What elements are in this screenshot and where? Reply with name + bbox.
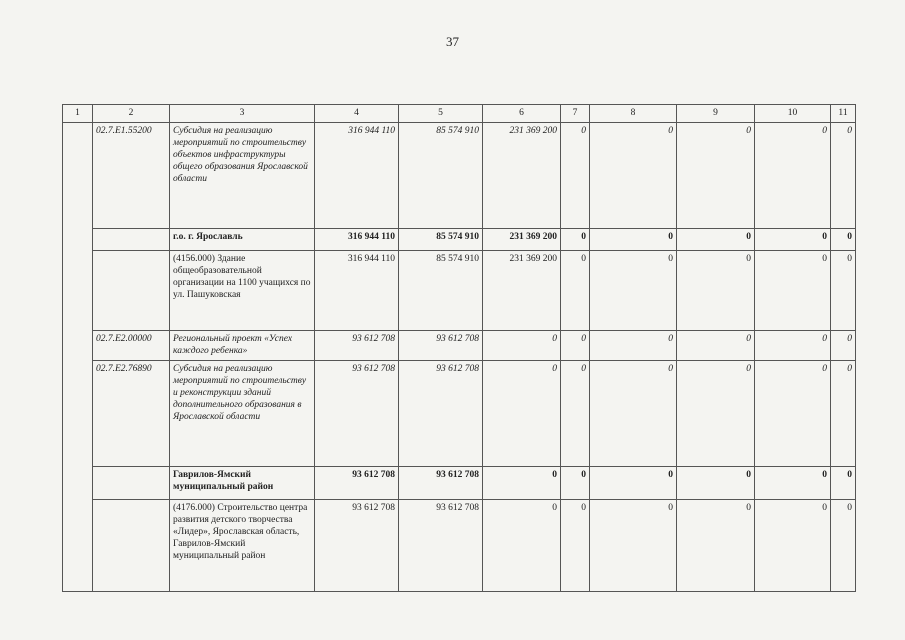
name-cell: (4176.000) Строительство центра развития детского творчества «Лидер», Ярославская область, Гаврилов-Ямский муниципальный район — [170, 500, 315, 592]
name-cell: Гаврилов-Ямский муниципальный район — [170, 467, 315, 500]
code-cell: 02.7.E2.76890 — [93, 361, 170, 467]
value-cell: 0 — [677, 123, 755, 229]
table-row — [63, 467, 856, 500]
header-cell: 9 — [677, 105, 755, 123]
value-cell: 93 612 708 — [399, 467, 483, 500]
code-cell: 02.7.E1.55200 — [93, 123, 170, 229]
value-cell: 0 — [677, 500, 755, 592]
code-cell — [93, 229, 170, 251]
value-cell: 85 574 910 — [399, 229, 483, 251]
page-number: 37 — [446, 34, 459, 49]
value-cell: 0 — [755, 361, 831, 467]
value-cell: 0 — [677, 361, 755, 467]
value-cell: 0 — [561, 467, 590, 500]
value-cell: 93 612 708 — [315, 361, 399, 467]
code-cell — [93, 500, 170, 592]
value-cell: 0 — [831, 251, 856, 331]
name-cell: (4156.000) Здание общеобразовательной организации на 1100 учащихся по ул. Пашуковская — [170, 251, 315, 331]
value-cell: 0 — [755, 123, 831, 229]
value-cell: 93 612 708 — [399, 361, 483, 467]
header-cell: 2 — [93, 105, 170, 123]
name-cell: Субсидия на реализацию мероприятий по строительству объектов инфраструктуры общего образования Ярославской области — [170, 123, 315, 229]
table-row — [63, 123, 856, 229]
table-row — [63, 229, 856, 251]
value-cell: 0 — [590, 331, 677, 361]
value-cell: 316 944 110 — [315, 229, 399, 251]
value-cell: 0 — [755, 331, 831, 361]
value-cell: 316 944 110 — [315, 251, 399, 331]
name-cell: Субсидия на реализацию мероприятий по строительству и реконструкции зданий дополнительного образования в Ярославской области — [170, 361, 315, 467]
value-cell: 93 612 708 — [399, 331, 483, 361]
value-cell: 0 — [561, 331, 590, 361]
table-row — [63, 361, 856, 467]
value-cell: 0 — [831, 331, 856, 361]
table-row — [63, 251, 856, 331]
value-cell: 0 — [483, 361, 561, 467]
header-cell: 1 — [63, 105, 93, 123]
value-cell: 0 — [590, 467, 677, 500]
table-row — [63, 331, 856, 361]
code-cell — [93, 467, 170, 500]
value-cell: 231 369 200 — [483, 251, 561, 331]
value-cell: 93 612 708 — [315, 467, 399, 500]
header-cell: 7 — [561, 105, 590, 123]
value-cell: 0 — [483, 331, 561, 361]
header-row — [63, 105, 856, 123]
value-cell: 0 — [755, 500, 831, 592]
value-cell: 0 — [561, 361, 590, 467]
value-cell: 0 — [590, 361, 677, 467]
value-cell: 0 — [677, 331, 755, 361]
name-cell: г.о. г. Ярославль — [170, 229, 315, 251]
value-cell: 0 — [831, 500, 856, 592]
header-cell: 8 — [590, 105, 677, 123]
value-cell: 0 — [831, 123, 856, 229]
value-cell: 0 — [561, 251, 590, 331]
header-cell: 10 — [755, 105, 831, 123]
value-cell: 0 — [561, 500, 590, 592]
header-cell: 3 — [170, 105, 315, 123]
header-cell: 6 — [483, 105, 561, 123]
value-cell: 93 612 708 — [315, 331, 399, 361]
budget-table — [62, 104, 856, 592]
name-cell: Региональный проект «Успех каждого ребенка» — [170, 331, 315, 361]
header-cell: 4 — [315, 105, 399, 123]
value-cell: 0 — [831, 229, 856, 251]
value-cell: 85 574 910 — [399, 251, 483, 331]
value-cell: 0 — [590, 123, 677, 229]
value-cell: 0 — [755, 229, 831, 251]
value-cell: 0 — [755, 251, 831, 331]
table-row — [63, 500, 856, 592]
value-cell: 93 612 708 — [399, 500, 483, 592]
value-cell: 93 612 708 — [315, 500, 399, 592]
value-cell: 0 — [590, 500, 677, 592]
col1-merged-cell — [63, 123, 93, 592]
value-cell: 0 — [483, 500, 561, 592]
value-cell: 85 574 910 — [399, 123, 483, 229]
value-cell: 0 — [590, 229, 677, 251]
value-cell: 0 — [590, 251, 677, 331]
code-cell: 02.7.E2.00000 — [93, 331, 170, 361]
value-cell: 0 — [677, 229, 755, 251]
value-cell: 0 — [831, 467, 856, 500]
header-cell: 5 — [399, 105, 483, 123]
value-cell: 316 944 110 — [315, 123, 399, 229]
value-cell: 0 — [831, 361, 856, 467]
value-cell: 0 — [677, 467, 755, 500]
value-cell: 0 — [755, 467, 831, 500]
header-cell: 11 — [831, 105, 856, 123]
value-cell: 231 369 200 — [483, 123, 561, 229]
value-cell: 231 369 200 — [483, 229, 561, 251]
value-cell: 0 — [483, 467, 561, 500]
value-cell: 0 — [677, 251, 755, 331]
value-cell: 0 — [561, 229, 590, 251]
code-cell — [93, 251, 170, 331]
value-cell: 0 — [561, 123, 590, 229]
